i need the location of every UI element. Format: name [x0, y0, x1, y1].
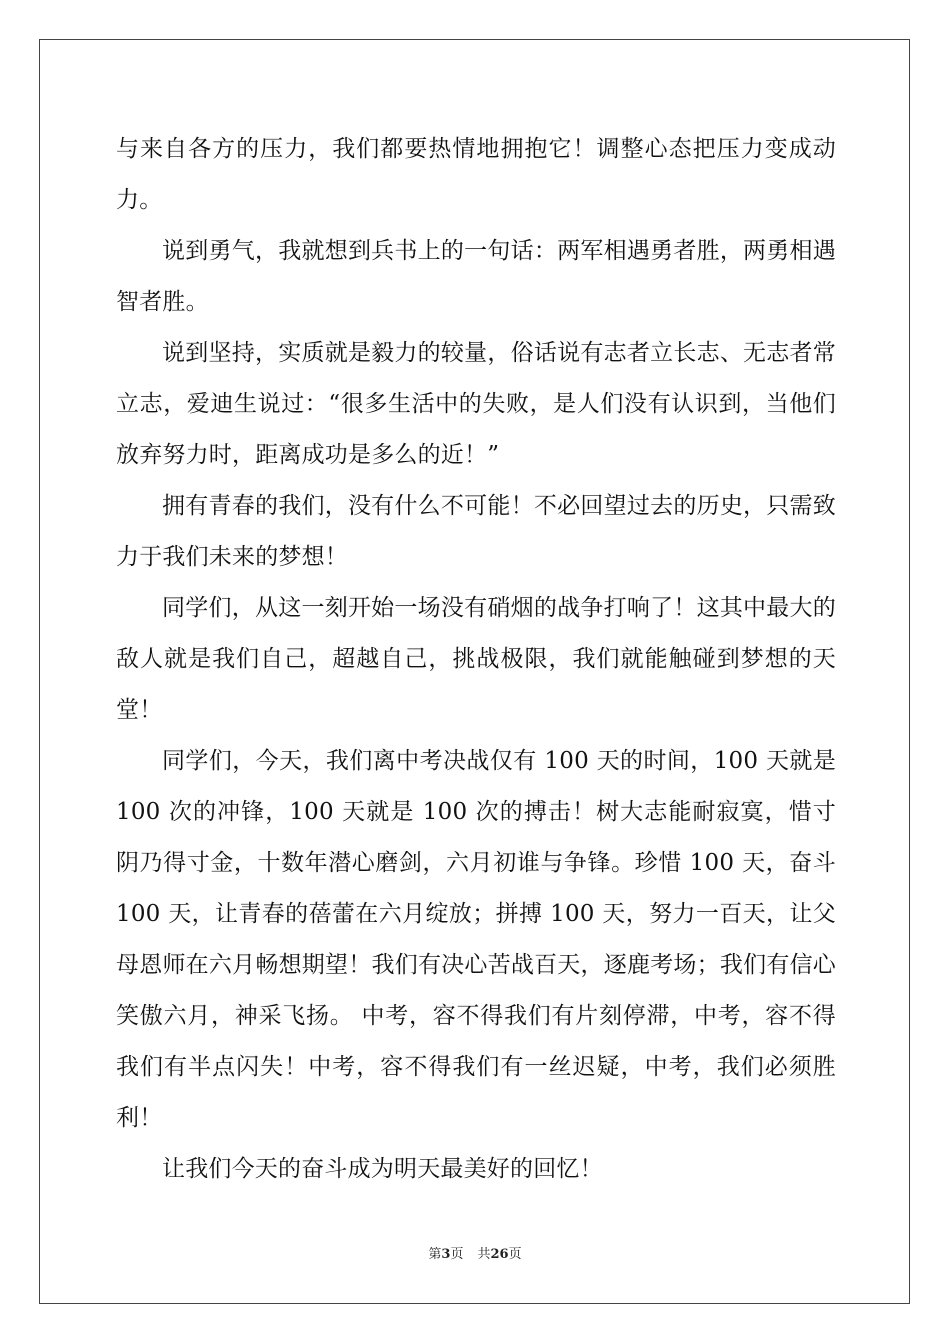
page-prefix: 第 — [428, 1247, 442, 1262]
total-pages-number: 26 — [490, 1247, 509, 1262]
page-suffix: 页 — [450, 1247, 464, 1262]
paragraph-4: 拥有青春的我们，没有什么不可能！不必回望过去的历史，只需致力于我们未来的梦想！ — [116, 493, 836, 570]
paragraph-7: 让我们今天的奋斗成为明天最美好的回忆！ — [162, 1156, 603, 1182]
paragraph-3: 说到坚持，实质就是毅力的较量，俗话说有志者立长志、无志者常立志，爱迪生说过：“很多生活中的失败，是人们没有认识到，当他们放弃努力时，距离成功是多么的近！” — [116, 340, 836, 468]
paragraph-2: 说到勇气，我就想到兵书上的一句话：两军相遇勇者胜，两勇相遇智者胜。 — [116, 238, 836, 315]
total-prefix: 共 — [477, 1247, 491, 1262]
paragraph-6: 同学们，今天，我们离中考决战仅有 100 天的时间，100 天就是 100 次的冲锋，100 天就是 100 次的搏击！树大志能耐寂寞，惜寸阴乃得寸金，十数年潜心磨剑，六月初谁与争锋。珍惜 100 天，奋斗 100 天，让青春的蓓蕾在六月绽放；拼搏 100 天，努力一百天，让父母恩师在六月畅想期望！我们有决心苦战百天，逐鹿考场；我们有信心笑傲六月，神采飞扬。 中考，容不得我们有片刻停滞，中考，容不得我们有半点闪失！中考，容不得我们有一丝迟疑，中考，我们必须胜利！ — [116, 748, 836, 1131]
page-footer — [0, 1246, 950, 1264]
document-body — [116, 124, 836, 1195]
current-page-number: 3 — [441, 1247, 451, 1262]
total-suffix: 页 — [508, 1247, 522, 1262]
paragraph-1: 与来自各方的压力，我们都要热情地拥抱它！调整心态把压力变成动力。 — [116, 136, 836, 213]
paragraph-5: 同学们，从这一刻开始一场没有硝烟的战争打响了！这其中最大的敌人就是我们自己，超越自己，挑战极限，我们就能触碰到梦想的天堂！ — [116, 595, 836, 723]
